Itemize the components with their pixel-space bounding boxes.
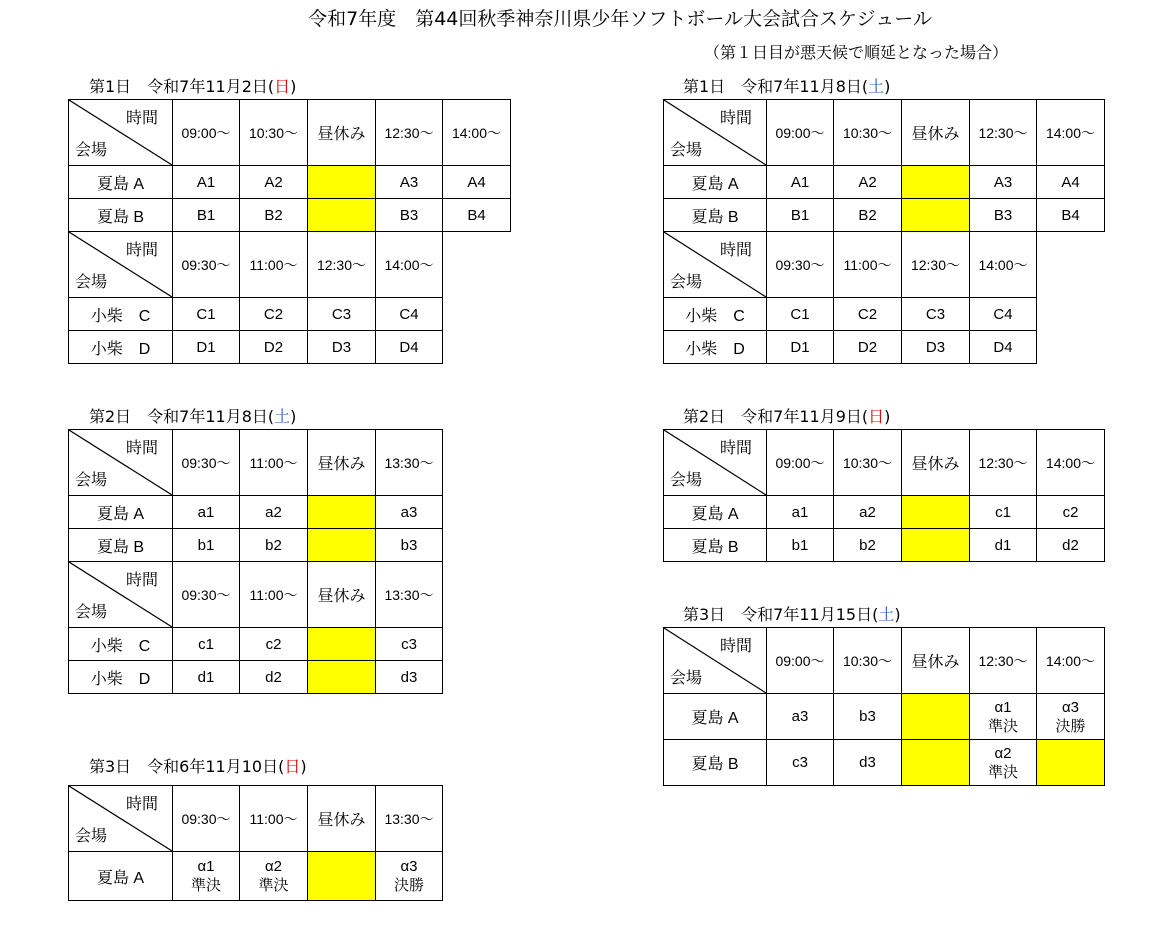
game-cell: c1: [173, 628, 240, 661]
game-cell: D3: [902, 331, 970, 364]
right-day3-caption: 第3日 令和7年11月15日(土): [683, 605, 901, 624]
venue-name: 夏島 A: [664, 694, 767, 740]
time-slot: 12:30～: [970, 430, 1037, 496]
header-time-label: 時間: [125, 242, 158, 259]
time-slot: 10:30～: [834, 430, 902, 496]
header-diagonal-cell: [664, 100, 767, 166]
lunch-cell: [902, 694, 970, 740]
left-day2-caption: 第2日 令和7年11月8日(土): [89, 407, 297, 426]
header-venue-label: 会場: [670, 472, 703, 489]
lunch-cell: [308, 852, 376, 901]
venue-name: 小柴 D: [664, 331, 767, 364]
game-cell: c3: [767, 740, 834, 786]
time-slot: 09:30～: [173, 786, 240, 852]
header-diagonal-cell: [664, 628, 767, 694]
lunch-header: 昼休み: [902, 628, 970, 694]
venue-name: 夏島 A: [69, 852, 173, 901]
game-cell: a2: [240, 496, 308, 529]
lunch-cell: [308, 529, 376, 562]
game-cell: C1: [173, 298, 240, 331]
header-diagonal-cell: [69, 100, 173, 166]
game-cell: α3 決勝: [376, 852, 443, 901]
left-day3-table: [68, 785, 443, 901]
time-slot: 12:30～: [308, 232, 376, 298]
right-day3-table: [663, 627, 1105, 786]
weekday-sunday: 日: [868, 407, 885, 426]
venue-name: 小柴 C: [664, 298, 767, 331]
lunch-cell: [902, 199, 970, 232]
header-venue-label: 会場: [75, 828, 108, 845]
game-cell: C4: [376, 298, 443, 331]
venue-name: 小柴 C: [69, 298, 173, 331]
time-slot: 14:00～: [1037, 628, 1105, 694]
lunch-header: 昼休み: [308, 562, 376, 628]
game-cell: B4: [1037, 199, 1105, 232]
header-time-label: 時間: [719, 110, 752, 127]
game-cell: B3: [376, 199, 443, 232]
weekday-saturday: 土: [274, 407, 291, 426]
lunch-cell: [308, 496, 376, 529]
time-slot: 11:00～: [240, 232, 308, 298]
time-slot: 09:30～: [173, 232, 240, 298]
time-slot: 12:30～: [970, 100, 1037, 166]
venue-name: 小柴 D: [69, 331, 173, 364]
game-cell: b1: [173, 529, 240, 562]
header-time-label: 時間: [719, 440, 752, 457]
venue-name: 夏島 B: [664, 740, 767, 786]
venue-name: 夏島 A: [69, 166, 173, 199]
lunch-cell: [308, 199, 376, 232]
game-cell: C2: [834, 298, 902, 331]
game-cell: A4: [1037, 166, 1105, 199]
header-diagonal-cell: [69, 562, 173, 628]
game-cell: C3: [308, 298, 376, 331]
header-diagonal-cell: [664, 232, 767, 298]
game-cell: A1: [767, 166, 834, 199]
time-slot: 09:00～: [767, 100, 834, 166]
game-cell: c1: [970, 496, 1037, 529]
lunch-cell: [1037, 740, 1105, 786]
left-day3-caption: 第3日 令和6年11月10日(日): [89, 757, 307, 776]
right-day2-table: [663, 429, 1105, 562]
lunch-cell: [902, 740, 970, 786]
game-cell: B2: [834, 199, 902, 232]
lunch-header: 昼休み: [308, 100, 376, 166]
lunch-cell: [308, 661, 376, 694]
game-cell: A4: [443, 166, 511, 199]
header-venue-label: 会場: [670, 142, 703, 159]
game-cell: α1 準決: [970, 694, 1037, 740]
game-cell: C1: [767, 298, 834, 331]
venue-name: 夏島 B: [664, 529, 767, 562]
game-cell: D1: [173, 331, 240, 364]
game-cell: d3: [376, 661, 443, 694]
game-cell: b1: [767, 529, 834, 562]
game-cell: a1: [173, 496, 240, 529]
game-cell: A2: [834, 166, 902, 199]
venue-name: 小柴 D: [69, 661, 173, 694]
time-slot: 09:00～: [173, 100, 240, 166]
lunch-cell: [308, 628, 376, 661]
game-cell: b3: [834, 694, 902, 740]
game-cell: B2: [240, 199, 308, 232]
venue-name: 夏島 A: [664, 166, 767, 199]
header-venue-label: 会場: [75, 142, 108, 159]
game-cell: B3: [970, 199, 1037, 232]
time-slot: 14:00～: [970, 232, 1037, 298]
game-cell: d1: [970, 529, 1037, 562]
time-slot: 14:00～: [1037, 100, 1105, 166]
game-cell: A1: [173, 166, 240, 199]
time-slot: 14:00～: [1037, 430, 1105, 496]
lunch-header: 昼休み: [902, 430, 970, 496]
time-slot: 13:30～: [376, 430, 443, 496]
game-cell: a2: [834, 496, 902, 529]
game-cell: D3: [308, 331, 376, 364]
time-slot: 09:30～: [767, 232, 834, 298]
left-day1-caption: 第1日 令和7年11月2日(日): [89, 77, 297, 96]
game-cell: b2: [240, 529, 308, 562]
header-time-label: 時間: [719, 638, 752, 655]
time-slot: 09:00～: [767, 430, 834, 496]
game-cell: D4: [970, 331, 1037, 364]
weekday-saturday: 土: [868, 77, 885, 96]
header-diagonal-cell: [69, 430, 173, 496]
lunch-header: 昼休み: [902, 100, 970, 166]
time-slot: 12:30～: [970, 628, 1037, 694]
venue-name: 夏島 B: [69, 529, 173, 562]
time-slot: 12:30～: [376, 100, 443, 166]
time-slot: 09:00～: [767, 628, 834, 694]
game-cell: c2: [240, 628, 308, 661]
time-slot: 10:30～: [834, 100, 902, 166]
game-cell: α2 準決: [240, 852, 308, 901]
game-cell: c3: [376, 628, 443, 661]
game-cell: b3: [376, 529, 443, 562]
time-slot: 13:30～: [376, 786, 443, 852]
time-slot: 13:30～: [376, 562, 443, 628]
header-diagonal-cell: [664, 430, 767, 496]
game-cell: D1: [767, 331, 834, 364]
header-venue-label: 会場: [670, 274, 703, 291]
venue-name: 夏島 A: [664, 496, 767, 529]
header-diagonal-cell: [69, 232, 173, 298]
game-cell: A2: [240, 166, 308, 199]
time-slot: 11:00～: [240, 786, 308, 852]
time-slot: 14:00～: [376, 232, 443, 298]
time-slot: 14:00～: [443, 100, 511, 166]
time-slot: 09:30～: [173, 562, 240, 628]
lunch-cell: [902, 496, 970, 529]
left-day2-table: [68, 429, 443, 694]
game-cell: C3: [902, 298, 970, 331]
header-venue-label: 会場: [75, 472, 108, 489]
lunch-cell: [902, 166, 970, 199]
header-time-label: 時間: [125, 572, 158, 589]
lunch-cell: [902, 529, 970, 562]
game-cell: a1: [767, 496, 834, 529]
time-slot: 10:30～: [240, 100, 308, 166]
game-cell: d2: [240, 661, 308, 694]
game-cell: a3: [376, 496, 443, 529]
game-cell: A3: [970, 166, 1037, 199]
time-slot: 11:00～: [240, 562, 308, 628]
lunch-header: 昼休み: [308, 786, 376, 852]
header-venue-label: 会場: [670, 670, 703, 687]
weekday-sunday: 日: [284, 757, 301, 776]
game-cell: c2: [1037, 496, 1105, 529]
lunch-cell: [308, 166, 376, 199]
game-cell: α1 準決: [173, 852, 240, 901]
right-day2-caption: 第2日 令和7年11月9日(日): [683, 407, 891, 426]
time-slot: 11:00～: [240, 430, 308, 496]
page-title: 令和7年度 第44回秋季神奈川県少年ソフトボール大会試合スケジュール: [308, 8, 932, 30]
game-cell: B1: [767, 199, 834, 232]
game-cell: B4: [443, 199, 511, 232]
game-cell: D2: [240, 331, 308, 364]
time-slot: 10:30～: [834, 628, 902, 694]
page-subtitle: （第１日目が悪天候で順延となった場合）: [704, 43, 1009, 62]
game-cell: B1: [173, 199, 240, 232]
game-cell: d1: [173, 661, 240, 694]
left-day1-table: [68, 99, 511, 364]
game-cell: α3 決勝: [1037, 694, 1105, 740]
game-cell: D2: [834, 331, 902, 364]
right-day1-table: [663, 99, 1105, 364]
lunch-header: 昼休み: [308, 430, 376, 496]
time-slot: 12:30～: [902, 232, 970, 298]
game-cell: b2: [834, 529, 902, 562]
venue-name: 夏島 B: [664, 199, 767, 232]
header-venue-label: 会場: [75, 274, 108, 291]
time-slot: 11:00～: [834, 232, 902, 298]
game-cell: d2: [1037, 529, 1105, 562]
game-cell: D4: [376, 331, 443, 364]
header-time-label: 時間: [125, 440, 158, 457]
right-day1-caption: 第1日 令和7年11月8日(土): [683, 77, 891, 96]
time-slot: 09:30～: [173, 430, 240, 496]
venue-name: 夏島 A: [69, 496, 173, 529]
game-cell: α2 準決: [970, 740, 1037, 786]
game-cell: d3: [834, 740, 902, 786]
venue-name: 小柴 C: [69, 628, 173, 661]
game-cell: a3: [767, 694, 834, 740]
weekday-sunday: 日: [274, 77, 291, 96]
header-time-label: 時間: [125, 796, 158, 813]
header-venue-label: 会場: [75, 604, 108, 621]
weekday-saturday: 土: [878, 605, 895, 624]
game-cell: A3: [376, 166, 443, 199]
venue-name: 夏島 B: [69, 199, 173, 232]
game-cell: C4: [970, 298, 1037, 331]
header-time-label: 時間: [719, 242, 752, 259]
game-cell: C2: [240, 298, 308, 331]
header-diagonal-cell: [69, 786, 173, 852]
header-time-label: 時間: [125, 110, 158, 127]
